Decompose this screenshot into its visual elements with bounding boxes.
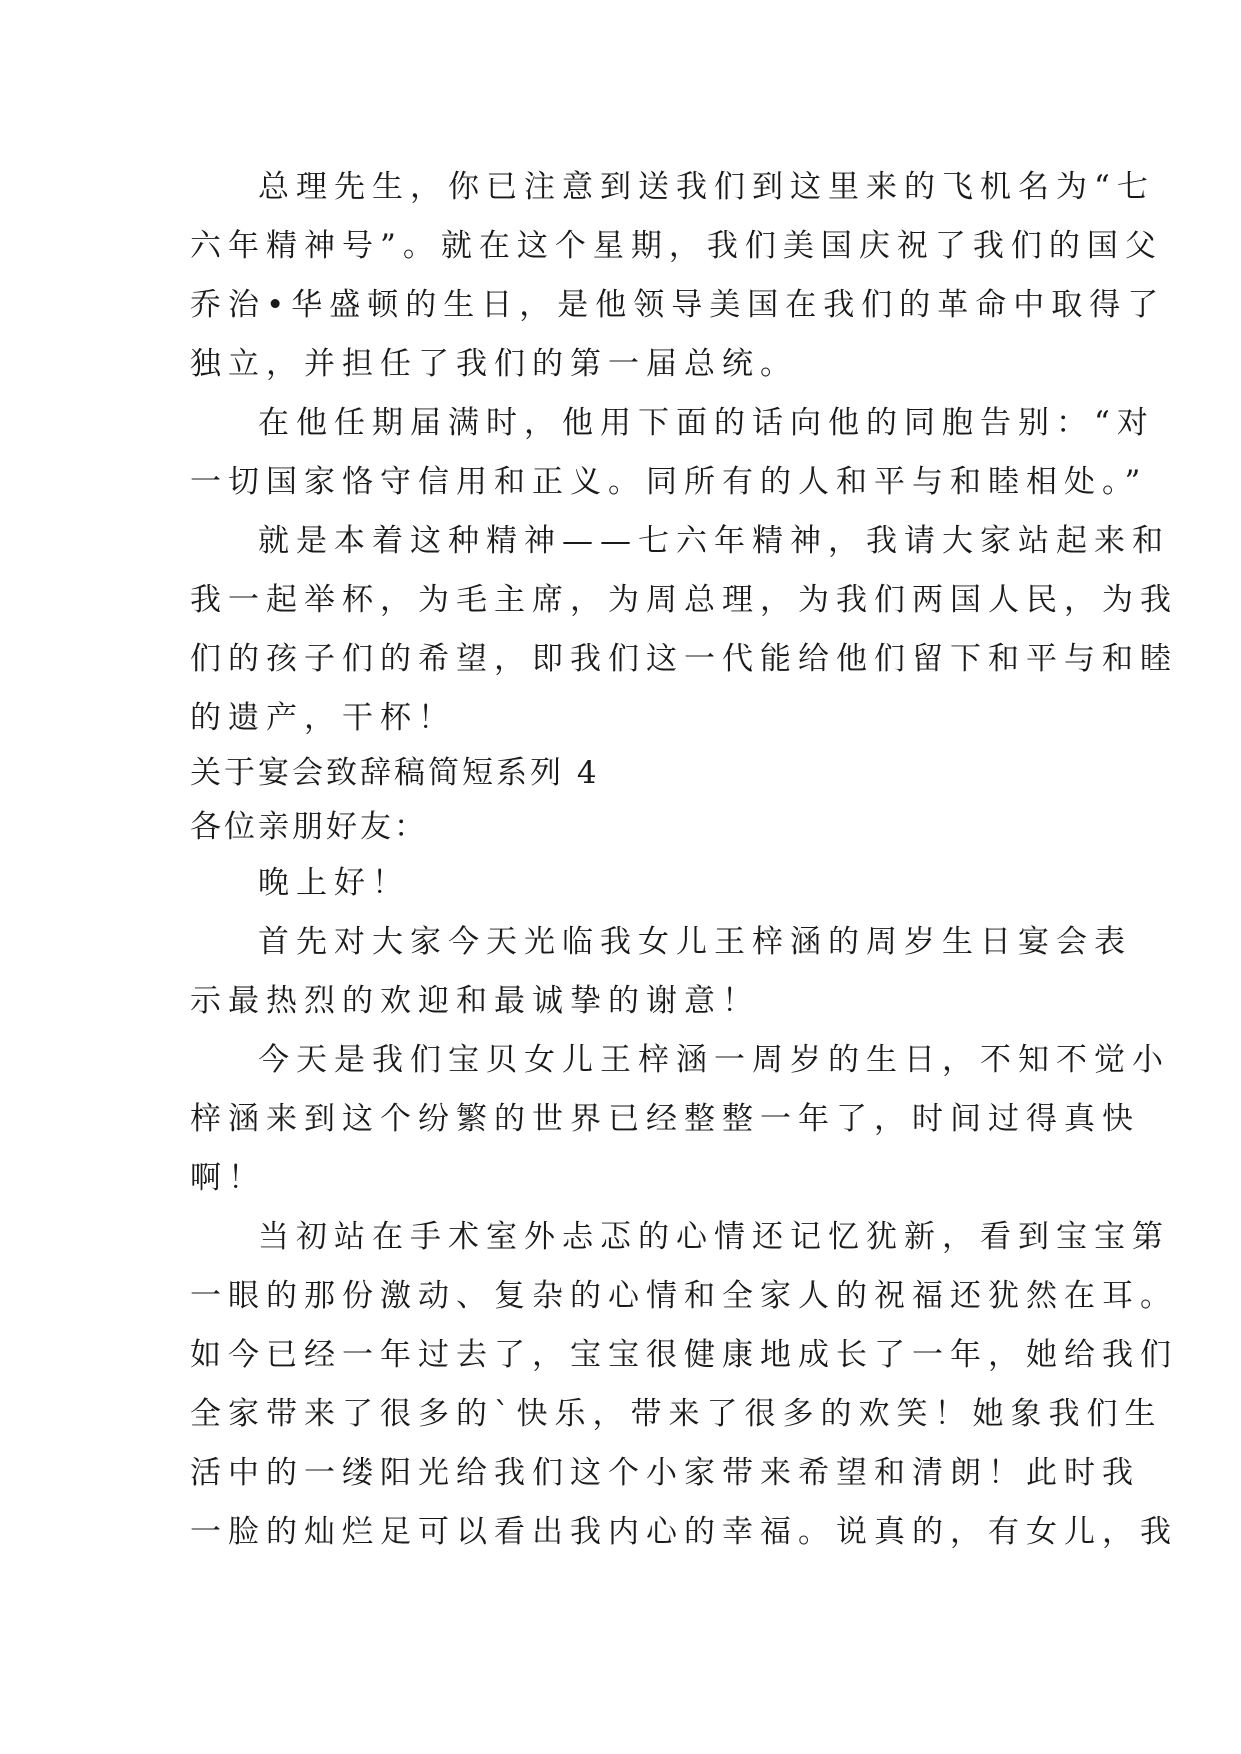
text-line: 们的孩子们的希望，即我们这一代能给他们留下和平与和睦	[190, 641, 1178, 677]
text-line: 全家带来了很多的`快乐，带来了很多的欢笑！她象我们生	[190, 1396, 1163, 1432]
text-line: 活中的一缕阳光给我们这个小家带来希望和清朗！此时我	[190, 1455, 1140, 1491]
text-line: 总理先生，你已注意到送我们到这里来的飞机名为“七	[258, 169, 1155, 205]
text-line: 我一起举杯，为毛主席，为周总理，为我们两国人民，为我	[190, 582, 1178, 618]
text-line: 首先对大家今天光临我女儿王梓涵的周岁生日宴会表	[258, 924, 1132, 960]
text-line: 的遗产，干杯！	[190, 700, 456, 736]
text-line: 六年精神号”。就在这个星期，我们美国庆祝了我们的国父	[190, 228, 1163, 264]
text-line: 乔治•华盛顿的生日，是他领导美国在我们的革命中取得了	[190, 287, 1166, 323]
section-heading: 关于宴会致辞稿简短系列 4	[190, 755, 600, 791]
text-line: 一眼的那份激动、复杂的心情和全家人的祝福还犹然在耳。	[190, 1278, 1178, 1314]
text-line: 一切国家恪守信用和正义。同所有的人和平与和睦相处。”	[190, 464, 1148, 500]
greeting: 晚上好！	[258, 865, 410, 901]
text-line: 啊！	[190, 1160, 266, 1196]
text-line: 在他任期届满时，他用下面的话向他的同胞告别：“对	[258, 405, 1155, 441]
text-line: 今天是我们宝贝女儿王梓涵一周岁的生日，不知不觉小	[258, 1042, 1170, 1078]
text-line: 梓涵来到这个纷繁的世界已经整整一年了，时间过得真快	[190, 1101, 1140, 1137]
text-line: 独立，并担任了我们的第一届总统。	[190, 346, 798, 382]
text-line: 当初站在手术室外忐忑的心情还记忆犹新，看到宝宝第	[258, 1219, 1170, 1255]
text-line: 如今已经一年过去了，宝宝很健康地成长了一年，她给我们	[190, 1337, 1178, 1373]
salutation: 各位亲朋好友：	[190, 809, 428, 845]
text-line: 一脸的灿烂足可以看出我内心的幸福。说真的，有女儿，我	[190, 1514, 1178, 1550]
text-line: 示最热烈的欢迎和最诚挚的谢意！	[190, 983, 760, 1019]
text-line: 就是本着这种精神——七六年精神，我请大家站起来和	[258, 523, 1170, 559]
